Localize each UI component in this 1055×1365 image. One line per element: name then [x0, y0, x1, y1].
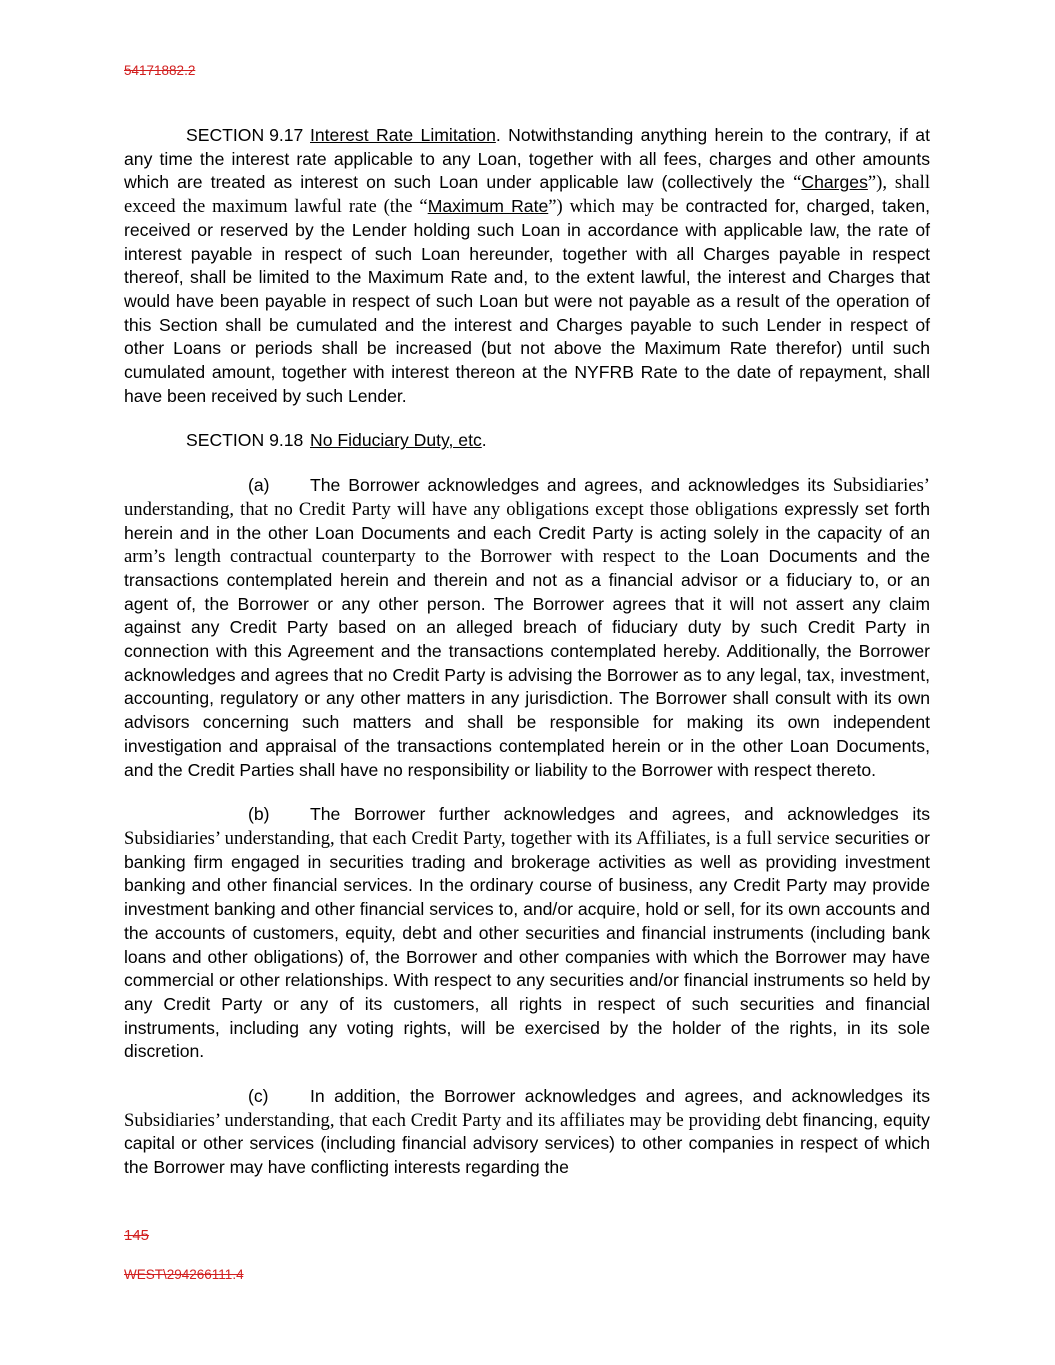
clause-label: (c)	[248, 1086, 269, 1107]
clause-text: arm’s length contractual counterparty to the Borrower with respect to the	[124, 546, 711, 568]
defined-term-maximum-rate: Maximum Rate	[427, 196, 549, 217]
section-9-17	[124, 124, 930, 408]
clause-b	[124, 803, 930, 1064]
clause-c	[124, 1085, 930, 1181]
clause-label: (a)	[248, 475, 270, 496]
clause-text: expressly set forth herein and in the other Loan Documents and each Credit Party is acting solely in the capacity of an	[124, 498, 930, 543]
section-text: . Notwithstanding anything herein to the contrary, if at any time the interest rate applicable to any Loan, together with all fees, charges and other amounts which are treated as interest on such Loan under applicable law (collectively the	[124, 125, 930, 193]
section-title: Interest Rate Limitation	[310, 125, 496, 145]
header-doc-id: 54171882.2	[124, 63, 196, 78]
clause-text: The Borrower acknowledges and agrees, and acknowledges its	[310, 475, 833, 496]
section-number: SECTION 9.18	[186, 430, 304, 451]
clause-text: financing, equity capital or other services (including financial advisory services) to other companies in respect of which the Borrower may have conflicting interests regarding the	[124, 1109, 930, 1178]
section-text: contracted for, charged, taken, received or reserved by the Lender holding such Loan in accordance with applicable law, the rate of interest payable in respect of such Loan hereunder, together with all Charges payable in respect thereof, shall be limited to the Maximum Rate and, to the extent lawful, the interest and Charges that would have been payable in respect of such Loan but were not payable as a result of the operation of this Section shall be cumulated and the interest and Charges payable to such Lender in respect of other Loans or periods shall be increased (but not above the Maximum Rate therefor) until such cumulated amount, together with interest thereon at the NYFRB Rate to the date of repayment, shall have been received by such Lender.	[124, 196, 930, 406]
clause-text: Loan Documents and the transactions contemplated herein and therein and not as a financial advisor or a fiduciary to, or an agent of, the Borrower or any other person. The Borrower agrees that it will not assert any claim against any Credit Party based on an alleged breach of fiduciary duty by such Credit Party in connection with this Agreement and the transactions contemplated hereby. Additionally, the Borrower acknowledges and agrees that no Credit Party is advising the Borrower as to any legal, tax, investment, accounting, regulatory or any other matters in any jurisdiction. The Borrower shall consult with its own advisors concerning such matters and shall be responsible for making its own independent investigation and appraisal of the transactions contemplated herein or in the other Loan Documents, and the Credit Parties shall have no responsibility or liability to the Borrower with respect thereto.	[124, 546, 930, 780]
section-number: SECTION 9.17	[186, 125, 304, 145]
section-text: ”) which may be	[548, 196, 679, 218]
clause-text: In addition, the Borrower acknowledges and agrees, and acknowledges its	[310, 1086, 930, 1107]
document-body	[124, 124, 930, 1181]
page-number: 145	[124, 1227, 150, 1244]
section-title: No Fiduciary Duty, etc	[310, 430, 482, 451]
clause-text: Subsidiaries’ understanding, that each Credit Party, together with its Affiliates, is a full service	[124, 827, 830, 849]
clause-text: Subsidiaries’ understanding, that each Credit Party and its affiliates may be providing debt	[124, 1109, 798, 1131]
defined-term-charges: Charges	[801, 172, 868, 193]
clause-text: securities or banking firm engaged in securities trading and brokerage activities as well as providing investment banking and other financial services. In the ordinary course of business, any Credit Party may provide investment banking and other financial services to, and/or acquire, hold or sell, for its own accounts and the accounts of customers, equity, debt and other securities and financial instruments (including bank loans and other obligations) of, the Borrower and other companies with which the Borrower may have commercial or other relationships. With respect to any securities and/or financial instruments so held by any Credit Party or any of its customers, all rights in respect of such securities and financial instruments, including any voting rights, will be exercised by the holder of the rights, in its sole discretion.	[124, 827, 931, 1062]
clause-label: (b)	[248, 804, 270, 825]
clause-text: The Borrower further acknowledges and agrees, and acknowledges its	[310, 804, 930, 825]
clause-a	[124, 474, 930, 782]
section-text: “	[793, 172, 802, 194]
clause-text: Subsidiaries’ understanding, that no Credit Party will have any obligations except those obligations	[124, 475, 930, 520]
section-text: ”), shall exceed the maximum lawful rate (the “	[124, 172, 931, 218]
section-title-end: .	[481, 430, 487, 451]
section-9-18-heading	[124, 429, 930, 453]
footer-doc-id: WEST\294266111.4	[124, 1267, 244, 1282]
